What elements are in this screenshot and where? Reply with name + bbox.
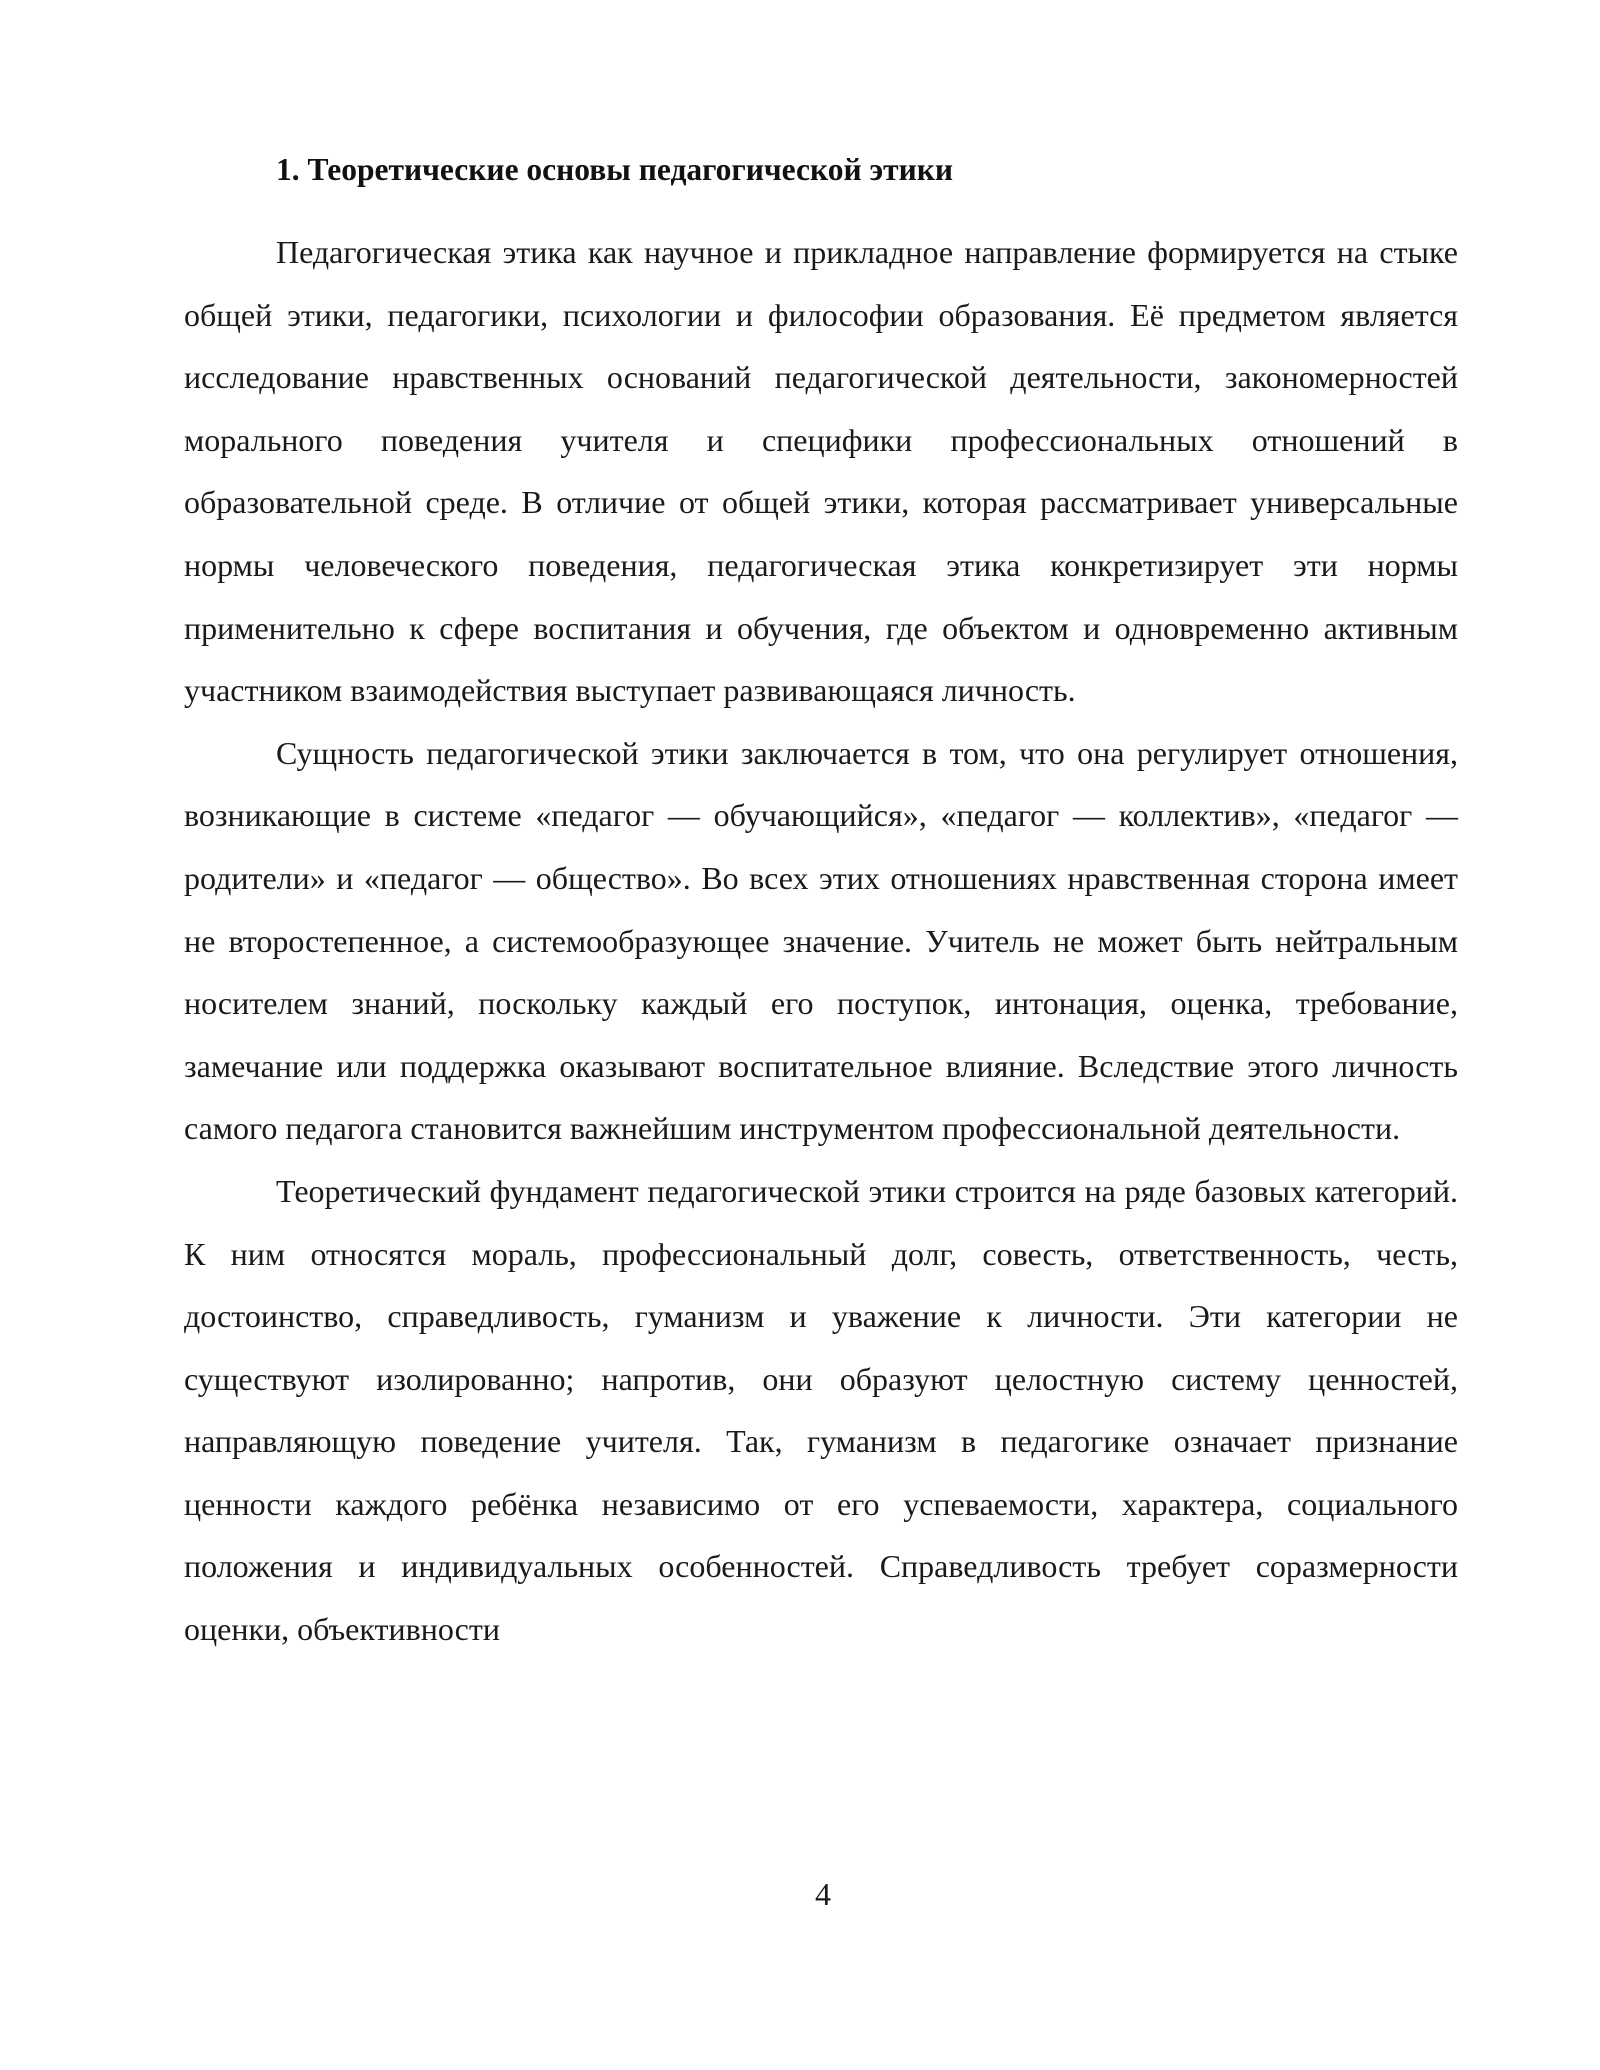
page-number: 4 <box>815 1876 831 1912</box>
paragraph-3: Теоретический фундамент педагогической этики строится на ряде базовых категорий. К ним относятся мораль, профессиональный долг, совесть, ответственность, честь, достоинство, справедливость, гуманизм и уважение к личности. Эти категории не существуют изолированно; напротив, они образуют целостную систему ценностей, направляющую поведение учителя. Так, гуманизм в педагогике означает признание ценности каждого ребёнка независимо от его успеваемости, характера, социального положения и индивидуальных особенностей. Справедливость требует соразмерности оценки, объективности <box>184 1172 1458 1648</box>
page-content <box>184 145 1458 1661</box>
body-text <box>184 221 1458 1661</box>
section-heading: 1. Теоретические основы педагогической этики <box>276 152 954 187</box>
paragraph-2: Сущность педагогической этики заключается в том, что она регулирует отношения, возникающие в системе «педагог — обучающийся», «педагог — коллектив», «педагог — родители» и «педагог — общество». Во всех этих отношениях нравственная сторона имеет не второстепенное, а системообразующее значение. Учитель не может быть нейтральным носителем знаний, поскольку каждый его поступок, интонация, оценка, требование, замечание или поддержка оказывают воспитательное влияние. Вследствие этого личность самого педагога становится важнейшим инструментом профессиональной деятельности. <box>184 734 1458 1147</box>
paragraph-1: Педагогическая этика как научное и прикладное направление формируется на стыке общей этики, педагогики, психологии и философии образования. Её предметом является исследование нравственных оснований педагогической деятельности, закономерностей морального поведения учителя и специфики профессиональных отношений в образовательной среде. В отличие от общей этики, которая рассматривает универсальные нормы человеческого поведения, педагогическая этика конкретизирует эти нормы применительно к сфере воспитания и обучения, где объектом и одновременно активным участником взаимодействия выступает развивающаяся личность. <box>184 234 1458 709</box>
